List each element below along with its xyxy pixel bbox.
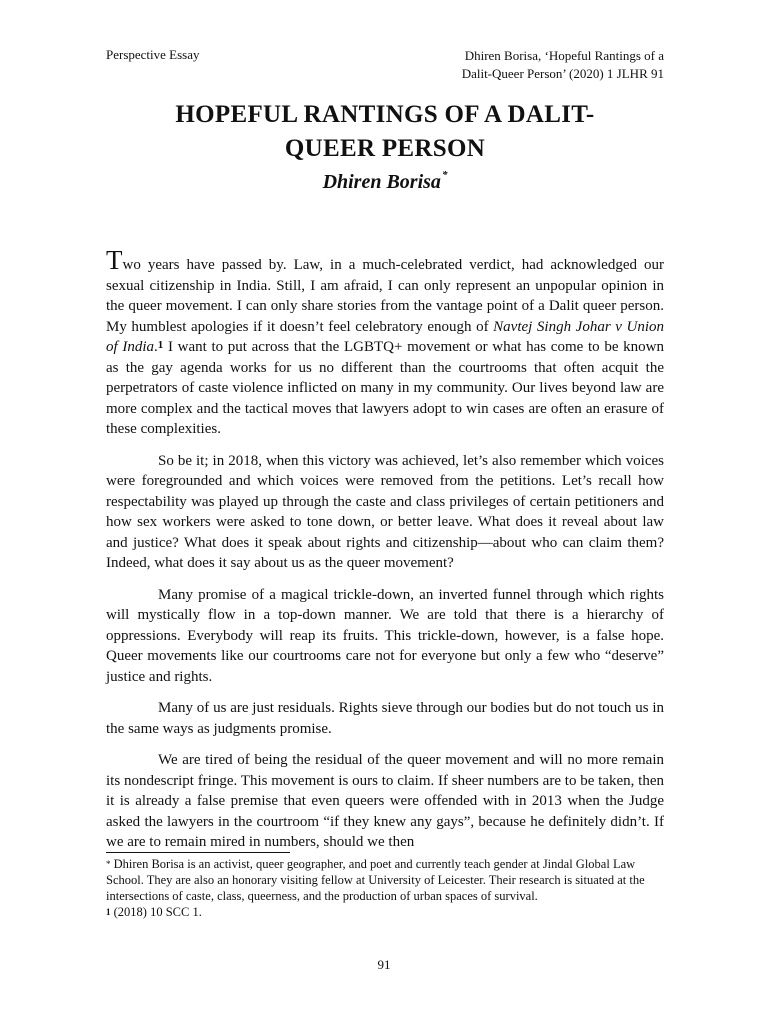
paragraph-1-text-b: . bbox=[154, 339, 158, 355]
paragraph-5: We are tired of being the residual of the queer movement and will no more remain its nondescript fringe. This movement is ours to claim. If sheer numbers are to be taken, then it is already a false premise that even queers were offended with in 2013 when the Judge asked the lawyers in the courtroom “if they knew any gays”, because he definitely didn’t. If we are to remain mired in numbers, should we then bbox=[106, 752, 664, 850]
paragraph-2: So be it; in 2018, when this victory was achieved, let’s also remember which voices were foregrounded and which voices were removed from the petitions. Let’s recall how respectability was played up through the caste and class privileges of certain petitioners and how sex workers were asked to tone down, or better leave. What does it reveal about law and justice? What does it speak about rights and citizenship—about who can claim them? Indeed, what does it say about us as the queer movement? bbox=[106, 452, 664, 571]
footnote-divider bbox=[106, 852, 290, 853]
footnote-star-mark: * bbox=[106, 859, 111, 869]
paragraph-1-text-c: I want to put across that the LGBTQ+ movement or what has come to be known as the gay agenda works for us no different than the courtrooms that often acquit the perpetrators of caste violence inflicted on many in my community. Our lives beyond law are more complex and the tactical moves that lawyers adopt to win cases are often an erasure of these complexities. bbox=[106, 339, 664, 437]
drop-cap: T bbox=[106, 245, 123, 275]
title-line-2: QUEER PERSON bbox=[284, 135, 486, 162]
paragraph-3: Many promise of a magical trickle-down, an inverted funnel through which rights will mystically flow in a top-down manner. We are told that there is a hierarchy of oppressions. Everybody will reap its fruits. This trickle-down, however, is a false hope. Queer movements like our courtrooms care not for everyone but only a few who “deserve” justice and rights. bbox=[106, 586, 664, 685]
footnote-1 bbox=[106, 904, 664, 920]
paragraph-4: Many of us are just residuals. Rights sieve through our bodies but do not touch us in the same ways as judgments promise. bbox=[106, 700, 664, 737]
citation-line-1: Dhiren Borisa, ‘Hopeful Rantings of a bbox=[464, 48, 664, 63]
footnotes bbox=[106, 856, 664, 920]
case-name: Navtej Singh Johar v Union of India bbox=[106, 318, 664, 355]
article-body bbox=[106, 245, 664, 864]
title-line-1: HOPEFUL RANTINGS OF A DALIT- bbox=[175, 101, 595, 128]
page-number: 91 bbox=[377, 957, 391, 972]
running-header-right bbox=[462, 47, 664, 83]
footnote-1-mark: 1 bbox=[106, 907, 111, 917]
footnote-1-text: (2018) 10 SCC 1. bbox=[110, 905, 202, 919]
paragraph-1-text-a: wo years have passed by. Law, in a much-celebrated verdict, had acknowledged our sexual citizenship in India. Still, I am afraid, I can only represent an unpopular opinion in the queer movement. I can only share stories from the vantage point of a Dalit queer person. My humblest apologies if it doesn’t feel celebratory enough of bbox=[106, 257, 664, 335]
running-header-left: Perspective Essay bbox=[106, 47, 200, 62]
author-byline bbox=[106, 171, 664, 194]
footnote-ref-1[interactable]: 1 bbox=[157, 339, 164, 351]
footnote-author bbox=[106, 856, 664, 904]
author-footnote-mark: * bbox=[441, 169, 448, 181]
footnote-author-text: Dhiren Borisa is an activist, queer geographer, and poet and currently teach gender at Jindal Global Law School. They are also an honorary visiting fellow at University of Leicester. Their research is situated at the intersections of caste, class, queerness, and the production of urban spaces of survival. bbox=[106, 857, 645, 903]
author-name: Dhiren Borisa bbox=[322, 171, 441, 193]
paragraph-1 bbox=[106, 245, 664, 440]
citation-line-2: Dalit-Queer Person’ (2020) 1 JLHR 91 bbox=[461, 66, 664, 81]
article-title bbox=[106, 98, 664, 166]
